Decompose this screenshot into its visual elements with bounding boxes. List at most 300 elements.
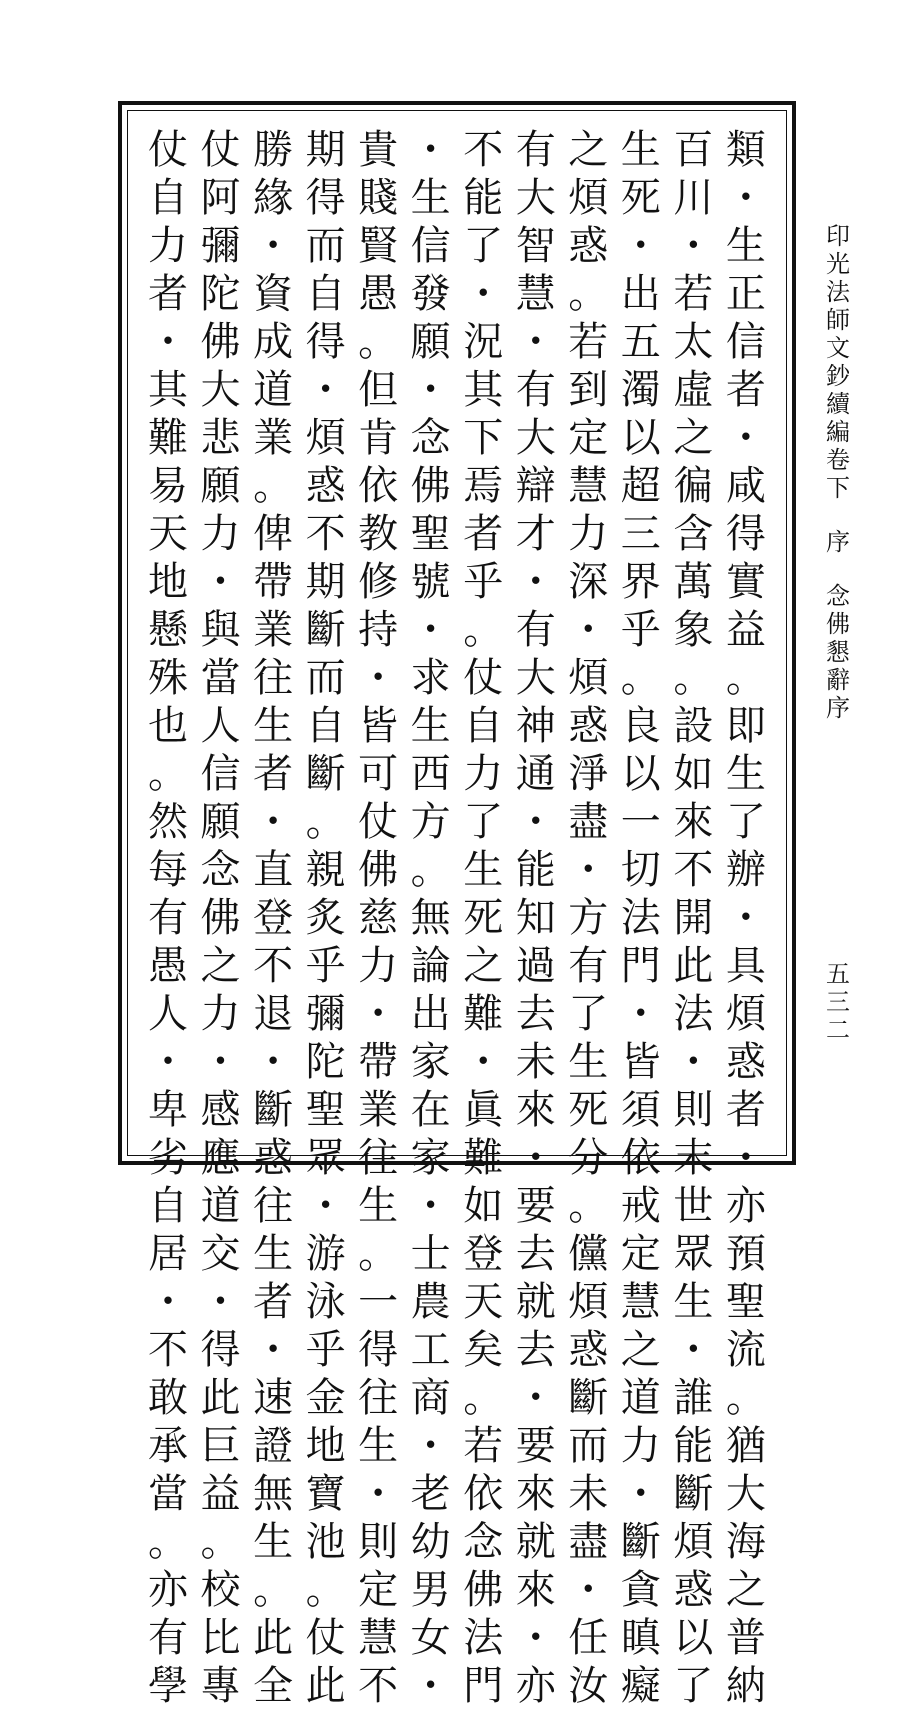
glyph: 煩 — [568, 175, 609, 221]
glyph: 去 — [515, 1327, 556, 1373]
glyph: 要 — [515, 1423, 556, 1469]
glyph: ・ — [515, 1135, 556, 1181]
glyph: 業 — [253, 415, 294, 461]
glyph: ・ — [305, 1183, 346, 1229]
glyph: 生 — [253, 1519, 294, 1565]
glyph: 力 — [358, 943, 399, 989]
section-label — [826, 528, 850, 556]
glyph: 難 — [148, 415, 188, 461]
glyph: 不 — [148, 1327, 188, 1373]
glyph: 生 — [725, 223, 766, 269]
glyph: 矣 — [463, 1327, 504, 1373]
glyph: 此 — [253, 1615, 294, 1661]
glyph: 三 — [620, 511, 661, 557]
glyph: 預 — [725, 1231, 766, 1277]
glyph: 愚 — [358, 271, 399, 317]
glyph: 含 — [673, 511, 714, 557]
glyph: 登 — [463, 1231, 504, 1277]
glyph: ・ — [725, 415, 766, 461]
glyph: 力 — [200, 511, 241, 557]
glyph: 誰 — [673, 1375, 714, 1421]
glyph: 乎 — [620, 607, 661, 653]
glyph: 類 — [725, 127, 766, 173]
glyph: ・ — [200, 1039, 241, 1085]
text-column — [512, 126, 560, 1709]
glyph: 乎 — [463, 559, 504, 605]
glyph: 佛 — [200, 319, 241, 365]
glyph: 親 — [305, 847, 346, 893]
glyph: 徧 — [673, 463, 714, 509]
glyph: 分 — [568, 1135, 609, 1181]
glyph: 來 — [515, 1567, 556, 1613]
glyph: 不 — [253, 943, 294, 989]
glyph: 退 — [253, 991, 294, 1037]
text-column — [407, 126, 455, 1709]
glyph: 力 — [568, 511, 609, 557]
glyph: 發 — [410, 271, 451, 317]
glyph: 佛 — [200, 895, 241, 941]
glyph: 生 — [725, 751, 766, 797]
glyph: 泳 — [305, 1279, 346, 1325]
glyph: ・ — [410, 607, 451, 653]
glyph: ・ — [200, 559, 241, 605]
margin-glyph: 卷 — [826, 446, 850, 474]
glyph: 一 — [620, 799, 661, 845]
glyph: 如 — [673, 751, 714, 797]
glyph: 到 — [568, 367, 609, 413]
glyph: 有 — [515, 367, 556, 413]
glyph: 生 — [253, 1231, 294, 1277]
glyph: 納 — [725, 1663, 766, 1709]
glyph: 以 — [620, 415, 661, 461]
glyph: 往 — [253, 655, 294, 701]
glyph: 天 — [463, 1279, 504, 1325]
glyph: 象 — [673, 607, 714, 653]
glyph: 能 — [463, 175, 504, 221]
margin-glyph: 懇 — [826, 638, 850, 666]
glyph: 皆 — [358, 703, 399, 749]
glyph: 與 — [200, 607, 241, 653]
glyph: ・ — [568, 847, 609, 893]
glyph: ・ — [463, 1039, 504, 1085]
glyph: 有 — [148, 895, 188, 941]
glyph: 亦 — [725, 1183, 766, 1229]
glyph: 人 — [200, 703, 241, 749]
glyph: 。 — [358, 319, 399, 365]
margin-glyph: 五 — [826, 960, 850, 988]
glyph: 直 — [253, 847, 294, 893]
glyph: 大 — [515, 175, 556, 221]
glyph: 出 — [620, 271, 661, 317]
glyph: 者 — [725, 1087, 766, 1133]
glyph: 其 — [463, 367, 504, 413]
glyph: 寶 — [305, 1471, 346, 1517]
glyph: ・ — [515, 1375, 556, 1421]
glyph: 況 — [463, 319, 504, 365]
glyph: 自 — [305, 703, 346, 749]
glyph: 力 — [148, 223, 188, 269]
glyph: 。 — [410, 847, 451, 893]
glyph: 不 — [358, 1663, 399, 1709]
glyph: 生 — [673, 1279, 714, 1325]
glyph: 慧 — [358, 1615, 399, 1661]
glyph: 定 — [620, 1231, 661, 1277]
glyph: 其 — [148, 367, 188, 413]
glyph: 戒 — [620, 1183, 661, 1229]
glyph: 難 — [463, 1135, 504, 1181]
glyph: 不 — [463, 127, 504, 173]
glyph: ・ — [253, 799, 294, 845]
glyph: 之 — [200, 943, 241, 989]
glyph: 。 — [620, 655, 661, 701]
glyph: 不 — [305, 511, 346, 557]
text-column — [617, 126, 665, 1709]
glyph: 生 — [463, 847, 504, 893]
glyph: 如 — [463, 1183, 504, 1229]
glyph: 五 — [620, 319, 661, 365]
glyph: 去 — [515, 991, 556, 1037]
glyph: 斷 — [568, 1375, 609, 1421]
glyph: 才 — [515, 511, 556, 557]
glyph: 設 — [673, 703, 714, 749]
glyph: 生 — [358, 1183, 399, 1229]
margin-glyph: 光 — [826, 250, 850, 278]
glyph: 煩 — [568, 1279, 609, 1325]
glyph: 須 — [620, 1087, 661, 1133]
glyph: 盡 — [568, 799, 609, 845]
glyph: 惑 — [305, 463, 346, 509]
glyph: 俾 — [253, 511, 294, 557]
glyph: 應 — [200, 1135, 241, 1181]
glyph: 具 — [725, 943, 766, 989]
glyph: 念 — [200, 847, 241, 893]
glyph: 來 — [515, 1471, 556, 1517]
glyph: 登 — [253, 895, 294, 941]
glyph: 此 — [305, 1663, 346, 1709]
glyph: 老 — [410, 1471, 451, 1517]
glyph: 大 — [515, 655, 556, 701]
glyph: 仗 — [463, 655, 504, 701]
glyph: ・ — [148, 319, 188, 365]
glyph: 人 — [148, 991, 188, 1037]
glyph: 了 — [463, 799, 504, 845]
glyph: 虛 — [673, 367, 714, 413]
glyph: ・ — [410, 1663, 451, 1709]
glyph: 斷 — [620, 1519, 661, 1565]
glyph: 池 — [305, 1519, 346, 1565]
glyph: 惑 — [673, 1567, 714, 1613]
glyph: ・ — [620, 223, 661, 269]
glyph: 深 — [568, 559, 609, 605]
glyph: ・ — [358, 991, 399, 1037]
text-column — [669, 126, 717, 1709]
glyph: 就 — [515, 1519, 556, 1565]
glyph: 道 — [620, 1375, 661, 1421]
glyph: ・ — [725, 895, 766, 941]
text-column — [249, 126, 297, 1709]
glyph: 彌 — [200, 223, 241, 269]
margin-glyph: 序 — [826, 528, 850, 556]
glyph: 儻 — [568, 1231, 609, 1277]
glyph: 斷 — [305, 751, 346, 797]
glyph: 通 — [515, 751, 556, 797]
glyph: 持 — [358, 607, 399, 653]
glyph: 居 — [148, 1231, 188, 1277]
glyph: 天 — [148, 511, 188, 557]
glyph: 全 — [253, 1663, 294, 1709]
glyph: 界 — [620, 559, 661, 605]
glyph: 海 — [725, 1519, 766, 1565]
glyph: 得 — [200, 1327, 241, 1373]
glyph: 。 — [358, 1231, 399, 1277]
glyph: 仗 — [200, 127, 241, 173]
glyph: 願 — [200, 463, 241, 509]
glyph: 慧 — [620, 1279, 661, 1325]
glyph: 無 — [410, 895, 451, 941]
glyph: ・ — [725, 175, 766, 221]
glyph: 此 — [200, 1375, 241, 1421]
glyph: 之 — [620, 1327, 661, 1373]
glyph: 煩 — [725, 991, 766, 1037]
glyph: 得 — [305, 175, 346, 221]
margin-glyph: 序 — [826, 694, 850, 722]
glyph: 地 — [148, 559, 188, 605]
glyph: 。 — [568, 271, 609, 317]
glyph: 求 — [410, 655, 451, 701]
glyph: 家 — [410, 1135, 451, 1181]
glyph: 比 — [200, 1615, 241, 1661]
glyph: 信 — [200, 751, 241, 797]
glyph: 來 — [673, 799, 714, 845]
glyph: 皆 — [620, 1039, 661, 1085]
glyph: 猶 — [725, 1423, 766, 1469]
glyph: 亦 — [148, 1567, 188, 1613]
glyph: 有 — [568, 943, 609, 989]
glyph: 死 — [568, 1087, 609, 1133]
glyph: 佛 — [463, 1567, 504, 1613]
glyph: 幼 — [410, 1519, 451, 1565]
glyph: 了 — [673, 1663, 714, 1709]
glyph: 交 — [200, 1231, 241, 1277]
glyph: 也 — [148, 703, 188, 749]
margin-glyph: 下 — [826, 474, 850, 502]
glyph: 。 — [725, 655, 766, 701]
glyph: 川 — [673, 175, 714, 221]
glyph: 緣 — [253, 175, 294, 221]
glyph: ・ — [515, 319, 556, 365]
glyph: 惑 — [568, 223, 609, 269]
glyph: 智 — [515, 223, 556, 269]
glyph: 陀 — [305, 1039, 346, 1085]
glyph: 了 — [463, 223, 504, 269]
glyph: ・ — [358, 655, 399, 701]
glyph: 者 — [463, 511, 504, 557]
page-number — [822, 960, 854, 1044]
glyph: 辯 — [515, 463, 556, 509]
glyph: 。 — [305, 799, 346, 845]
glyph: 論 — [410, 943, 451, 989]
glyph: ・ — [148, 1279, 188, 1325]
glyph: 了 — [568, 991, 609, 1037]
glyph: 難 — [463, 991, 504, 1037]
glyph: 慧 — [515, 271, 556, 317]
glyph: 當 — [200, 655, 241, 701]
glyph: 阿 — [200, 175, 241, 221]
glyph: ・ — [410, 1423, 451, 1469]
text-column — [197, 126, 245, 1709]
glyph: 商 — [410, 1375, 451, 1421]
glyph: 當 — [148, 1471, 188, 1517]
glyph: 生 — [358, 1423, 399, 1469]
glyph: 懸 — [148, 607, 188, 653]
glyph: 而 — [305, 223, 346, 269]
glyph: 死 — [620, 175, 661, 221]
glyph: 期 — [305, 559, 346, 605]
glyph: ・ — [620, 991, 661, 1037]
margin-glyph: 師 — [826, 306, 850, 334]
glyph: 。 — [253, 1567, 294, 1613]
glyph: 自 — [305, 271, 346, 317]
glyph: 法 — [620, 895, 661, 941]
glyph: 教 — [358, 511, 399, 557]
glyph: 力 — [620, 1423, 661, 1469]
margin-glyph: 編 — [826, 418, 850, 446]
glyph: 道 — [253, 367, 294, 413]
margin-glyph: 念 — [826, 582, 850, 610]
glyph: 有 — [515, 607, 556, 653]
glyph: 聖 — [410, 511, 451, 557]
glyph: 勝 — [253, 127, 294, 173]
glyph: 劣 — [148, 1135, 188, 1181]
glyph: 大 — [515, 415, 556, 461]
text-column — [564, 126, 612, 1709]
glyph: 往 — [358, 1375, 399, 1421]
glyph: 門 — [463, 1663, 504, 1709]
glyph: 未 — [515, 1039, 556, 1085]
glyph: 世 — [673, 1183, 714, 1229]
glyph: 而 — [305, 655, 346, 701]
glyph: 佛 — [358, 847, 399, 893]
glyph: 往 — [253, 1183, 294, 1229]
glyph: 佛 — [410, 463, 451, 509]
glyph: 去 — [515, 1231, 556, 1277]
glyph: 惑 — [568, 703, 609, 749]
glyph: 斷 — [673, 1471, 714, 1517]
glyph: 殊 — [148, 655, 188, 701]
glyph: 。 — [463, 607, 504, 653]
glyph: 仗 — [358, 799, 399, 845]
glyph: 游 — [305, 1231, 346, 1277]
glyph: 流 — [725, 1327, 766, 1373]
glyph: 自 — [463, 703, 504, 749]
glyph: 方 — [568, 895, 609, 941]
text-column — [459, 126, 507, 1709]
margin-glyph: 法 — [826, 278, 850, 306]
glyph: 證 — [253, 1423, 294, 1469]
glyph: 正 — [725, 271, 766, 317]
glyph: 生 — [410, 175, 451, 221]
glyph: 校 — [200, 1567, 241, 1613]
glyph: 惑 — [568, 1327, 609, 1373]
glyph: 若 — [568, 319, 609, 365]
text-column — [354, 126, 402, 1709]
glyph: 普 — [725, 1615, 766, 1661]
glyph: 定 — [358, 1567, 399, 1613]
glyph: 有 — [148, 1615, 188, 1661]
glyph: 癡 — [620, 1663, 661, 1709]
glyph: 之 — [673, 415, 714, 461]
glyph: 生 — [253, 703, 294, 749]
glyph: 良 — [620, 703, 661, 749]
glyph: 賢 — [358, 223, 399, 269]
glyph: 斷 — [253, 1087, 294, 1133]
glyph: 末 — [673, 1135, 714, 1181]
glyph: 益 — [200, 1471, 241, 1517]
glyph: 生 — [620, 127, 661, 173]
glyph: 貴 — [358, 127, 399, 173]
glyph: 之 — [568, 127, 609, 173]
glyph: 成 — [253, 319, 294, 365]
glyph: 則 — [358, 1519, 399, 1565]
glyph: 以 — [620, 751, 661, 797]
glyph: 慧 — [568, 463, 609, 509]
glyph: 咸 — [725, 463, 766, 509]
glyph: 濁 — [620, 367, 661, 413]
glyph: 信 — [725, 319, 766, 365]
glyph: 汝 — [568, 1663, 609, 1709]
glyph: 萬 — [673, 559, 714, 605]
glyph: 百 — [673, 127, 714, 173]
glyph: 即 — [725, 703, 766, 749]
glyph: 者 — [725, 367, 766, 413]
glyph: 業 — [358, 1087, 399, 1133]
glyph: ・ — [673, 223, 714, 269]
glyph: 若 — [673, 271, 714, 317]
glyph: ・ — [515, 799, 556, 845]
glyph: 大 — [200, 367, 241, 413]
glyph: ・ — [725, 1135, 766, 1181]
glyph: 惑 — [253, 1135, 294, 1181]
glyph: ・ — [148, 1039, 188, 1085]
glyph: 每 — [148, 847, 188, 893]
glyph: 修 — [358, 559, 399, 605]
glyph: 悲 — [200, 415, 241, 461]
glyph: 法 — [673, 991, 714, 1037]
glyph: 乎 — [305, 1327, 346, 1373]
text-column — [722, 126, 770, 1709]
glyph: 要 — [515, 1183, 556, 1229]
glyph: 之 — [725, 1567, 766, 1613]
glyph: 定 — [568, 415, 609, 461]
glyph: 金 — [305, 1375, 346, 1421]
glyph: 淨 — [568, 751, 609, 797]
glyph: 瞋 — [620, 1615, 661, 1661]
glyph: 神 — [515, 703, 556, 749]
glyph: 有 — [515, 127, 556, 173]
glyph: 道 — [200, 1183, 241, 1229]
glyph: ・ — [253, 1327, 294, 1373]
glyph: 眾 — [673, 1231, 714, 1277]
glyph: 依 — [463, 1471, 504, 1517]
glyph: 者 — [148, 271, 188, 317]
glyph: 不 — [673, 847, 714, 893]
essay-title — [826, 582, 850, 722]
glyph: ・ — [200, 1279, 241, 1325]
glyph: 亦 — [515, 1663, 556, 1709]
glyph: 。 — [148, 751, 188, 797]
glyph: 期 — [305, 127, 346, 173]
glyph: ・ — [673, 1327, 714, 1373]
